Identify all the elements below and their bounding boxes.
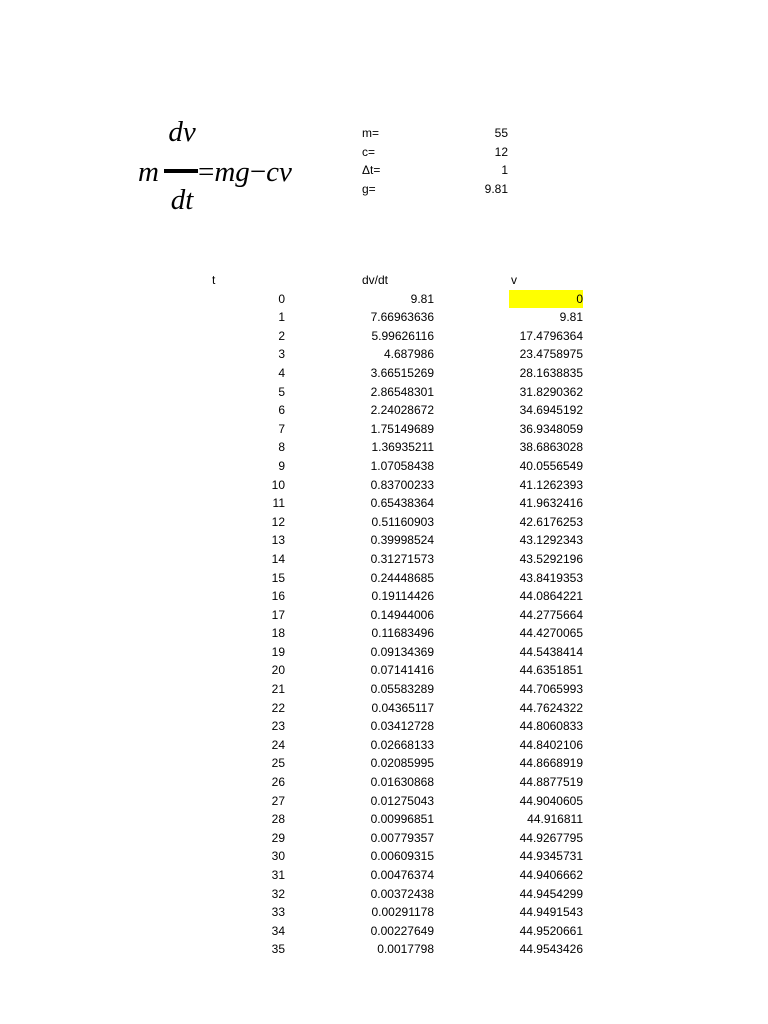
cell-v[interactable]: 43.5292196: [519, 551, 583, 566]
table-body: [190, 290, 590, 959]
cell-t[interactable]: 29: [271, 830, 285, 845]
cell-dvdt[interactable]: 0.51160903: [371, 514, 434, 529]
cell-dvdt[interactable]: 0.14944006: [370, 607, 434, 622]
cell-t[interactable]: 0: [278, 291, 285, 306]
table-row: [190, 661, 590, 680]
cell-dvdt[interactable]: 0.19114426: [371, 589, 434, 604]
cell-t[interactable]: 34: [271, 923, 285, 938]
cell-t[interactable]: 30: [271, 849, 285, 864]
cell-t[interactable]: 23: [271, 719, 285, 734]
parameter-row-m: [362, 124, 512, 143]
cell-dvdt[interactable]: 7.66963636: [370, 310, 434, 325]
cell-t[interactable]: 35: [271, 942, 285, 957]
table-row: [190, 476, 590, 495]
cell-v[interactable]: 44.2775664: [519, 607, 583, 622]
cell-t[interactable]: 20: [271, 663, 285, 678]
cell-t[interactable]: 14: [271, 551, 285, 566]
parameter-row-g: [362, 180, 512, 199]
cell-dvdt[interactable]: 0.00372438: [370, 886, 434, 901]
cell-t[interactable]: 7: [278, 421, 285, 436]
cell-v[interactable]: 34.6945192: [519, 403, 583, 418]
cell-v[interactable]: 31.8290362: [519, 384, 583, 399]
cell-t[interactable]: 17: [271, 607, 285, 622]
table-row: [190, 327, 590, 346]
cell-v[interactable]: 36.9348059: [519, 421, 583, 436]
table-row: [190, 773, 590, 792]
cell-v[interactable]: 43.8419353: [519, 570, 583, 585]
cell-dvdt[interactable]: 0.09134369: [370, 644, 434, 659]
table-row: [190, 847, 590, 866]
cell-t[interactable]: 11: [272, 496, 285, 511]
parameter-label: m=: [362, 126, 380, 140]
cell-v[interactable]: 44.8402106: [519, 737, 583, 752]
cell-dvdt[interactable]: 0.00779357: [370, 830, 434, 845]
cell-t[interactable]: 16: [271, 589, 285, 604]
cell-v[interactable]: 44.9345731: [519, 849, 583, 864]
table-row: [190, 345, 590, 364]
table-row: [190, 383, 590, 402]
table-row: [190, 364, 590, 383]
cell-dvdt[interactable]: 2.24028672: [370, 403, 434, 418]
cell-dvdt[interactable]: 0.39998524: [370, 533, 434, 548]
table-row: [190, 531, 590, 550]
table-row: [190, 513, 590, 532]
table-row: [190, 587, 590, 606]
cell-v[interactable]: 41.9632416: [519, 496, 583, 511]
cell-t[interactable]: 19: [271, 644, 285, 659]
cell-dvdt[interactable]: 0.00291178: [371, 905, 434, 920]
parameter-value-cell[interactable]: 55: [494, 126, 508, 140]
equation-fraction-denominator: dt: [170, 184, 194, 216]
table-row: [190, 290, 590, 309]
cell-v[interactable]: 44.0864221: [519, 589, 583, 604]
cell-v[interactable]: 44.8060833: [519, 719, 583, 734]
cell-dvdt[interactable]: 0.00476374: [370, 868, 434, 882]
cell-dvdt[interactable]: 9.81: [410, 291, 434, 306]
table-row: [190, 717, 590, 736]
parameter-value-cell[interactable]: 12: [494, 144, 508, 159]
cell-dvdt[interactable]: 0.05583289: [370, 682, 434, 697]
table-row: [190, 643, 590, 662]
cell-dvdt[interactable]: 0.11683496: [371, 626, 434, 641]
cell-dvdt[interactable]: 1.07058438: [370, 458, 434, 473]
cell-t[interactable]: 26: [271, 775, 285, 790]
cell-dvdt[interactable]: 0.02085995: [370, 756, 434, 771]
equation-minus-sign: −: [249, 156, 267, 188]
table-row: [190, 308, 590, 327]
parameter-label: c=: [362, 144, 376, 159]
table-row: [190, 494, 590, 513]
cell-v[interactable]: 44.9040605: [519, 793, 583, 808]
cell-t[interactable]: 1: [278, 310, 285, 325]
parameter-row-dt: [362, 161, 512, 180]
cell-dvdt[interactable]: 0.83700233: [370, 477, 434, 492]
cell-dvdt[interactable]: 0.0017798: [377, 942, 434, 957]
equation-rhs-term-mg: mg: [214, 156, 250, 188]
cell-t[interactable]: 3: [278, 347, 285, 362]
cell-v[interactable]: 44.9454299: [519, 886, 583, 901]
table-row: [190, 550, 590, 569]
cell-dvdt[interactable]: 0.00996851: [370, 812, 434, 827]
cell-t[interactable]: 32: [271, 886, 285, 901]
cell-v[interactable]: 44.6351851: [519, 663, 583, 678]
cell-v[interactable]: 44.4270065: [519, 626, 583, 641]
cell-t[interactable]: 8: [278, 440, 285, 455]
cell-v[interactable]: 44.916811: [527, 812, 583, 827]
table-row: [190, 606, 590, 625]
cell-t[interactable]: 25: [271, 756, 285, 771]
table-row: [190, 680, 590, 699]
table-row: [190, 401, 590, 420]
cell-t[interactable]: 9: [278, 458, 285, 473]
cell-dvdt[interactable]: 3.66515269: [370, 365, 434, 380]
parameter-label: Δt=: [362, 163, 381, 178]
table-row: [190, 754, 590, 773]
equation-equals-sign: =: [198, 156, 215, 188]
table-row: [190, 457, 590, 476]
cell-t[interactable]: 12: [271, 514, 285, 529]
cell-v-highlighted[interactable]: 0: [509, 290, 583, 309]
cell-t[interactable]: 24: [271, 737, 285, 752]
cell-t[interactable]: 18: [271, 626, 285, 641]
cell-dvdt[interactable]: 0.31271573: [370, 551, 434, 566]
table-row: [190, 940, 590, 959]
cell-t[interactable]: 5: [278, 384, 285, 399]
cell-dvdt[interactable]: 0.00609315: [370, 849, 434, 864]
column-header-t: t: [212, 273, 216, 287]
table-row: [190, 792, 590, 811]
cell-v[interactable]: 28.1638835: [519, 365, 583, 380]
cell-v[interactable]: 43.1292343: [519, 533, 583, 548]
cell-dvdt[interactable]: 0.07141416: [370, 663, 434, 678]
table-row: [190, 569, 590, 588]
cell-v[interactable]: 44.7065993: [519, 682, 583, 697]
cell-t[interactable]: 22: [271, 700, 285, 715]
differential-equation: [138, 116, 308, 221]
cell-t[interactable]: 31: [271, 868, 285, 882]
cell-dvdt[interactable]: 1.75149689: [370, 421, 434, 436]
table-row: [190, 699, 590, 718]
table-row: [190, 866, 590, 885]
equation-fraction-numerator: dv: [168, 116, 196, 148]
cell-t[interactable]: 4: [278, 365, 285, 380]
cell-t[interactable]: 27: [271, 793, 285, 808]
parameter-label: g=: [362, 182, 376, 197]
cell-t[interactable]: 6: [278, 403, 285, 418]
cell-dvdt[interactable]: 4.687986: [383, 347, 434, 362]
cell-dvdt[interactable]: 1.36935211: [371, 440, 434, 455]
cell-dvdt[interactable]: 0.01275043: [370, 793, 434, 808]
cell-v[interactable]: 44.9406662: [519, 868, 583, 882]
table-row: [190, 885, 590, 904]
table-row: [190, 903, 590, 922]
velocity-table: [190, 271, 590, 959]
column-header-v: v: [511, 273, 517, 287]
cell-t[interactable]: 13: [271, 533, 285, 548]
cell-dvdt[interactable]: 0.01630868: [370, 775, 434, 790]
table-row: [190, 829, 590, 848]
cell-v[interactable]: 44.7624322: [519, 700, 583, 715]
table-row: [190, 420, 590, 439]
parameter-row-c: [362, 143, 512, 162]
table-row: [190, 810, 590, 829]
cell-dvdt[interactable]: 0.02668133: [370, 737, 434, 752]
equation-mass-factor: m: [138, 156, 159, 188]
cell-dvdt[interactable]: 5.99626116: [371, 328, 434, 343]
cell-v[interactable]: 44.8877519: [519, 775, 583, 790]
cell-v[interactable]: 17.4796364: [519, 328, 583, 343]
equation-fraction-bar: [164, 169, 198, 173]
table-row: [190, 736, 590, 755]
cell-v[interactable]: 40.0556549: [519, 458, 583, 473]
cell-v[interactable]: 44.8668919: [519, 756, 583, 771]
parameter-value-cell[interactable]: 9.81: [484, 182, 508, 197]
cell-t[interactable]: 28: [271, 812, 285, 827]
parameter-value-cell[interactable]: 1: [501, 163, 508, 178]
parameter-block: [362, 124, 512, 199]
equation-right-hand-side: [198, 156, 292, 188]
cell-v[interactable]: 41.1262393: [519, 477, 583, 492]
column-header-dvdt: dv/dt: [362, 273, 389, 287]
cell-v[interactable]: 38.6863028: [519, 440, 583, 455]
cell-v[interactable]: 44.9520661: [519, 923, 583, 938]
cell-dvdt[interactable]: 0.04365117: [371, 700, 434, 715]
cell-v[interactable]: 44.9267795: [519, 830, 583, 845]
cell-dvdt[interactable]: 0.00227649: [370, 923, 434, 938]
table-row: [190, 922, 590, 941]
equation-rhs-term-cv: cv: [266, 156, 292, 188]
cell-dvdt[interactable]: 0.65438364: [370, 496, 434, 511]
cell-v[interactable]: 9.81: [559, 310, 583, 325]
cell-v[interactable]: 44.9491543: [519, 905, 583, 920]
cell-t[interactable]: 2: [278, 328, 285, 343]
cell-dvdt[interactable]: 0.24448685: [370, 570, 434, 585]
cell-v[interactable]: 44.9543426: [519, 942, 583, 957]
table-row: [190, 624, 590, 643]
table-row: [190, 438, 590, 457]
cell-dvdt[interactable]: 0.03412728: [370, 719, 434, 734]
cell-v[interactable]: 42.6176253: [519, 514, 583, 529]
cell-v[interactable]: 44.5438414: [519, 644, 583, 659]
cell-dvdt[interactable]: 2.86548301: [370, 384, 434, 399]
cell-v[interactable]: 23.4758975: [519, 347, 583, 362]
cell-t[interactable]: 15: [271, 570, 285, 585]
cell-t[interactable]: 21: [271, 682, 285, 697]
cell-t[interactable]: 33: [271, 905, 285, 920]
cell-t[interactable]: 10: [271, 477, 285, 492]
table-header-row: [190, 271, 590, 290]
